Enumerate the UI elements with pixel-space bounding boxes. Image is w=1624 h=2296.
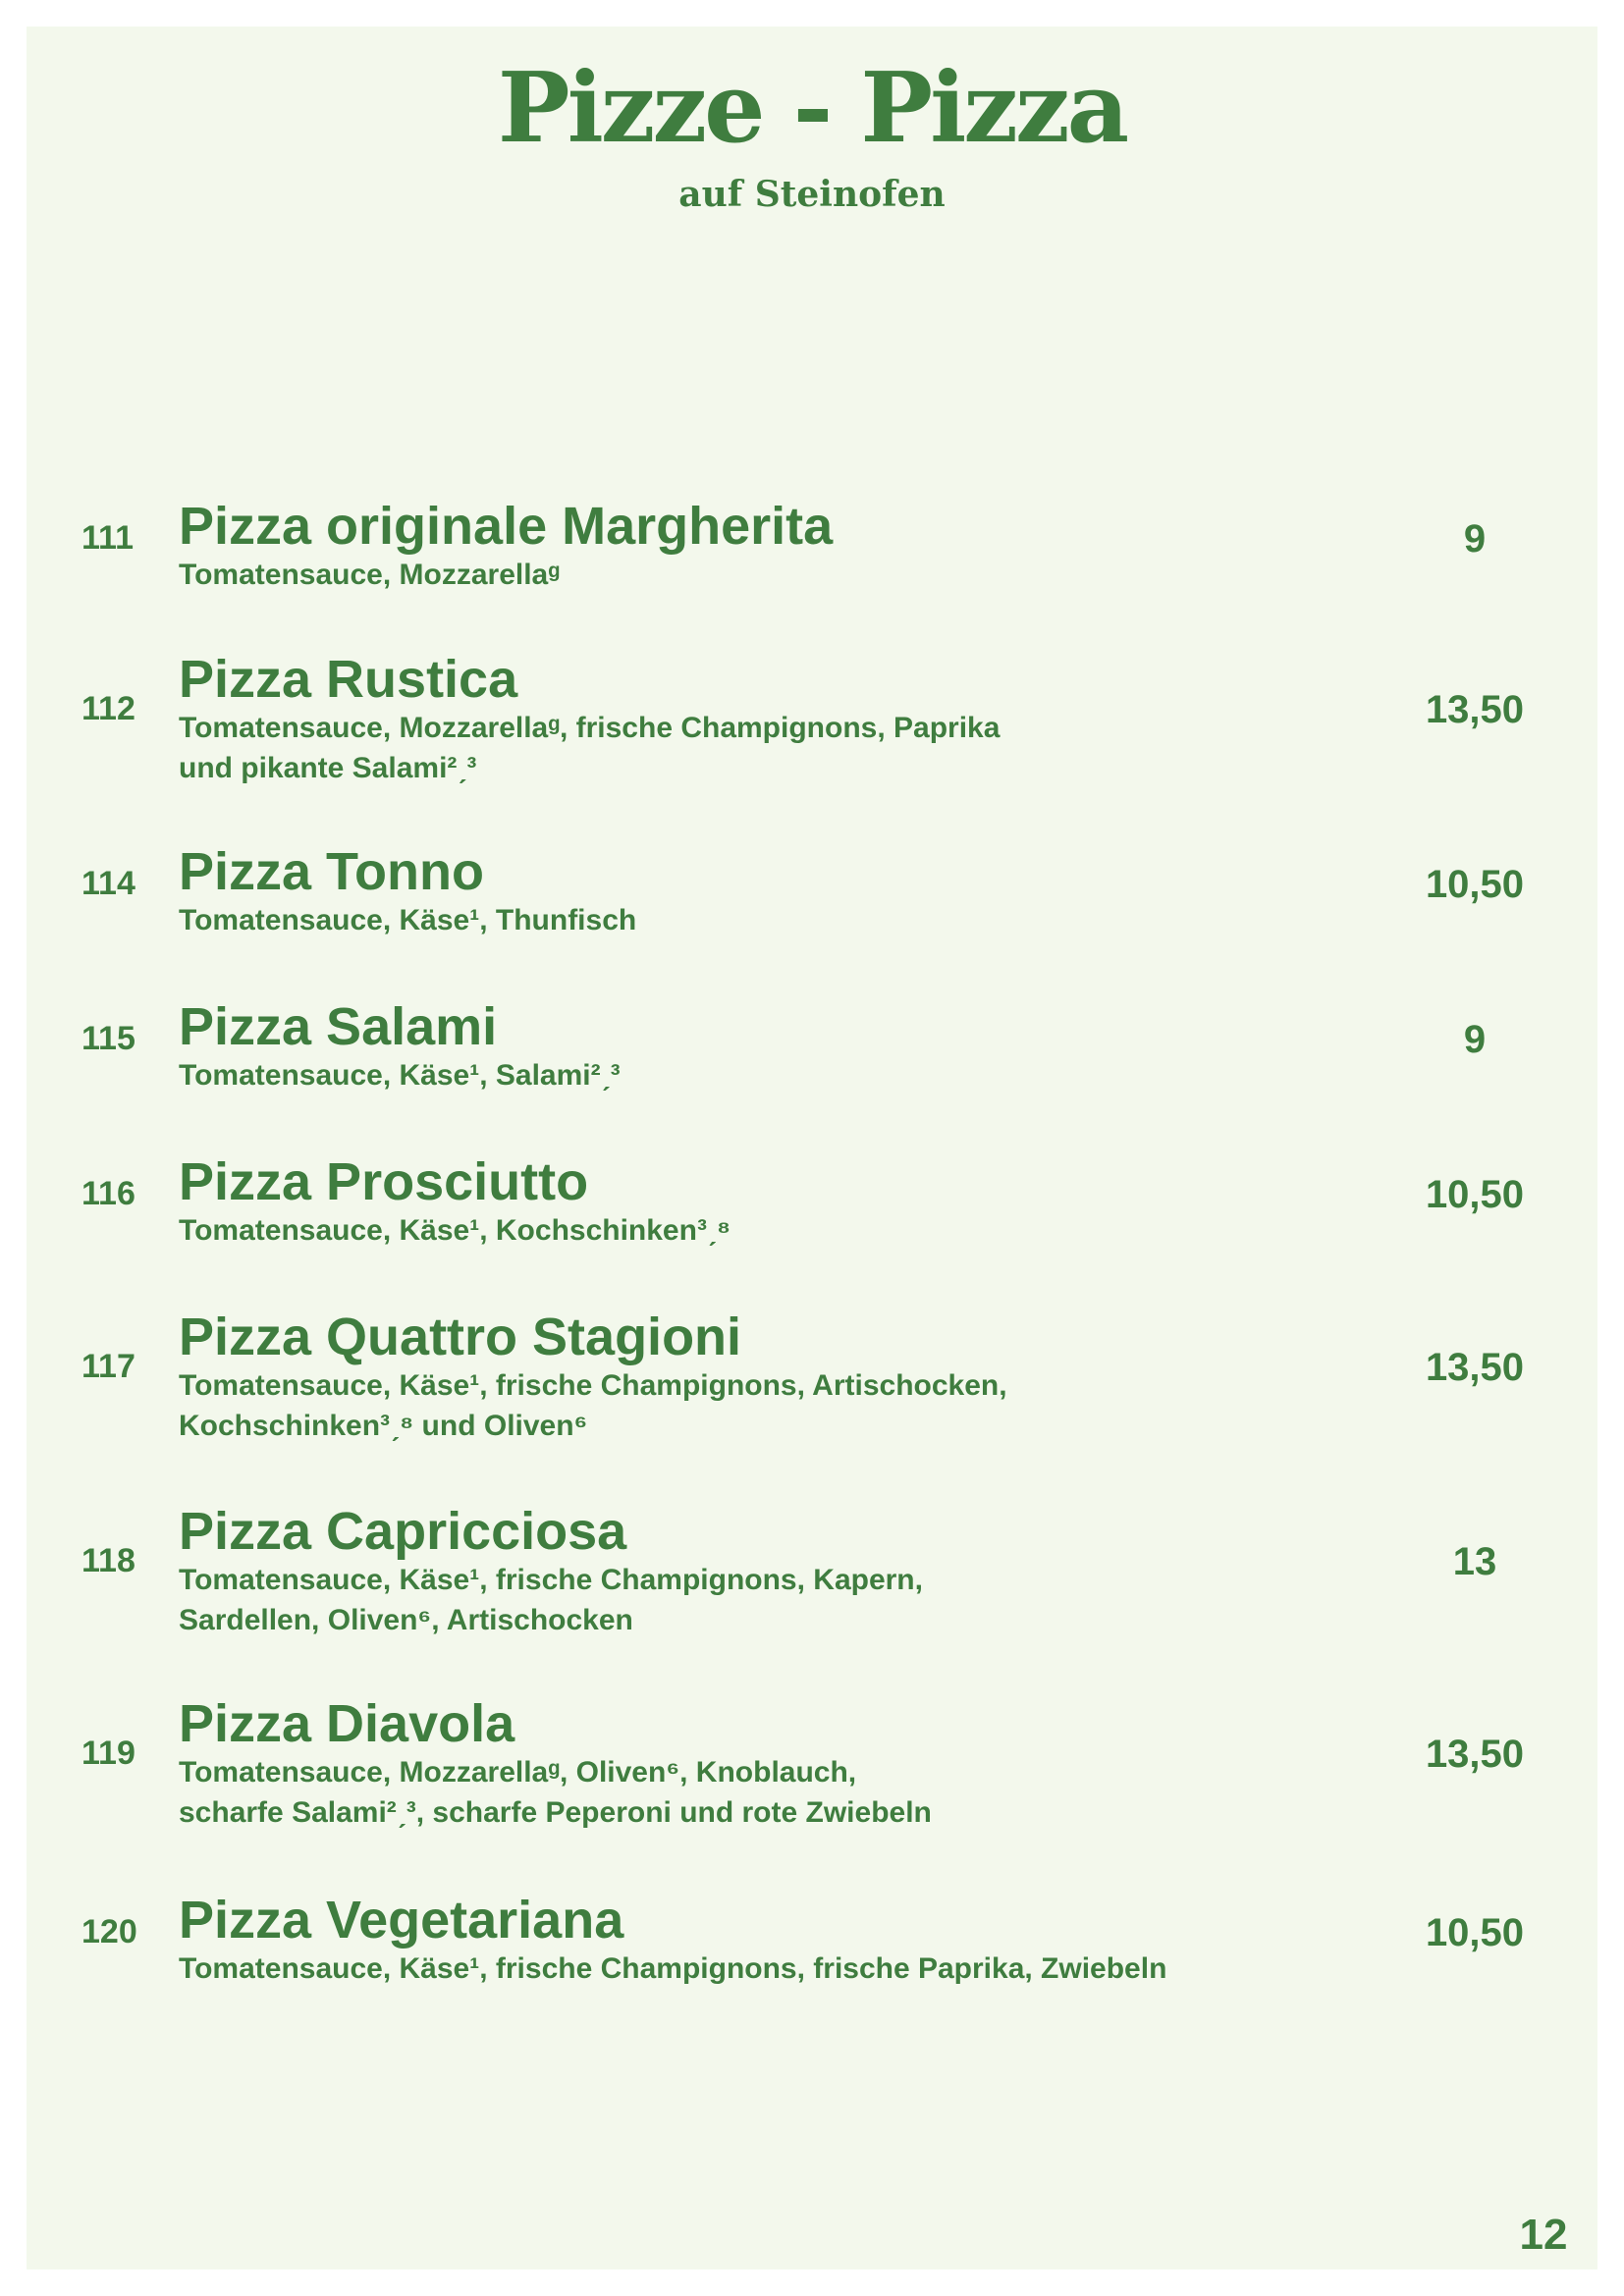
item-number: 112: [81, 690, 135, 727]
item-price: 13,50: [1425, 1346, 1525, 1389]
item-description: [179, 1365, 1007, 1446]
item-description-line: scharfe Salami²ˏ³, scharfe Peperoni und rote Zwiebeln: [179, 1796, 932, 1829]
item-description-line: Tomatensauce, Käse¹, Thunfisch: [179, 904, 637, 936]
page-subtitle: auf Steinofen: [678, 174, 946, 215]
item-price: 9: [1463, 517, 1487, 561]
item-price: 10,50: [1425, 863, 1525, 906]
item-description-line: Tomatensauce, Käse¹, frische Champignons, Kapern,: [179, 1564, 923, 1596]
item-number: 118: [81, 1542, 135, 1579]
item-name: Pizza Capricciosa: [179, 1502, 627, 1561]
item-name: Pizza Rustica: [179, 650, 518, 709]
page-number: 12: [1519, 2211, 1568, 2259]
item-name: Pizza Quattro Stagioni: [179, 1308, 742, 1366]
item-name: Pizza Diavola: [179, 1694, 515, 1753]
item-description: [179, 1560, 923, 1640]
item-price: 13: [1452, 1540, 1497, 1583]
item-price: 13,50: [1425, 688, 1525, 731]
item-description: [179, 1752, 932, 1833]
item-price: 9: [1463, 1018, 1487, 1061]
item-description: [179, 1055, 621, 1095]
item-description-line: Tomatensauce, Käse¹, Kochschinken³ˏ⁸: [179, 1214, 731, 1247]
item-description-line: Tomatensauce, Mozzarellaᵍ, frische Champignons, Paprika: [179, 712, 1001, 744]
item-name: Pizza Tonno: [179, 842, 484, 901]
item-description: [179, 900, 636, 940]
item-description-line: Kochschinken³ˏ⁸ und Oliven⁶: [179, 1410, 588, 1442]
item-description-line: Tomatensauce, Mozzarellaᵍ, Oliven⁶, Knoblauch,: [179, 1756, 857, 1789]
menu-page: [27, 27, 1597, 2269]
item-description: [179, 555, 560, 595]
item-name: Pizza Salami: [179, 997, 498, 1056]
item-description-line: und pikante Salami²ˏ³: [179, 752, 477, 784]
item-description-line: Tomatensauce, Käse¹, Salami²ˏ³: [179, 1059, 621, 1092]
page-title: Pizze - Pizza: [497, 52, 1127, 165]
item-name: Pizza originale Margherita: [179, 497, 834, 556]
item-number: 116: [81, 1175, 135, 1212]
item-description: [179, 708, 1000, 788]
menu-list: [27, 27, 1597, 2269]
item-number: 114: [81, 865, 135, 902]
item-number: 111: [81, 519, 134, 557]
item-name: Pizza Prosciutto: [179, 1152, 589, 1211]
item-description: [179, 1949, 1166, 1989]
item-price: 10,50: [1425, 1911, 1525, 1954]
item-description: [179, 1210, 731, 1251]
item-number: 115: [81, 1020, 135, 1057]
item-number: 120: [81, 1913, 137, 1950]
item-description-line: Tomatensauce, Mozzarellaᵍ: [179, 559, 560, 591]
item-price: 10,50: [1425, 1173, 1525, 1216]
item-description-line: Tomatensauce, Käse¹, frische Champignons, frische Paprika, Zwiebeln: [179, 1952, 1167, 1985]
item-description-line: Tomatensauce, Käse¹, frische Champignons, Artischocken,: [179, 1369, 1007, 1402]
item-description-line: Sardellen, Oliven⁶, Artischocken: [179, 1604, 633, 1636]
item-price: 13,50: [1425, 1733, 1525, 1776]
item-number: 119: [81, 1735, 135, 1772]
item-number: 117: [81, 1348, 135, 1385]
item-name: Pizza Vegetariana: [179, 1891, 624, 1949]
